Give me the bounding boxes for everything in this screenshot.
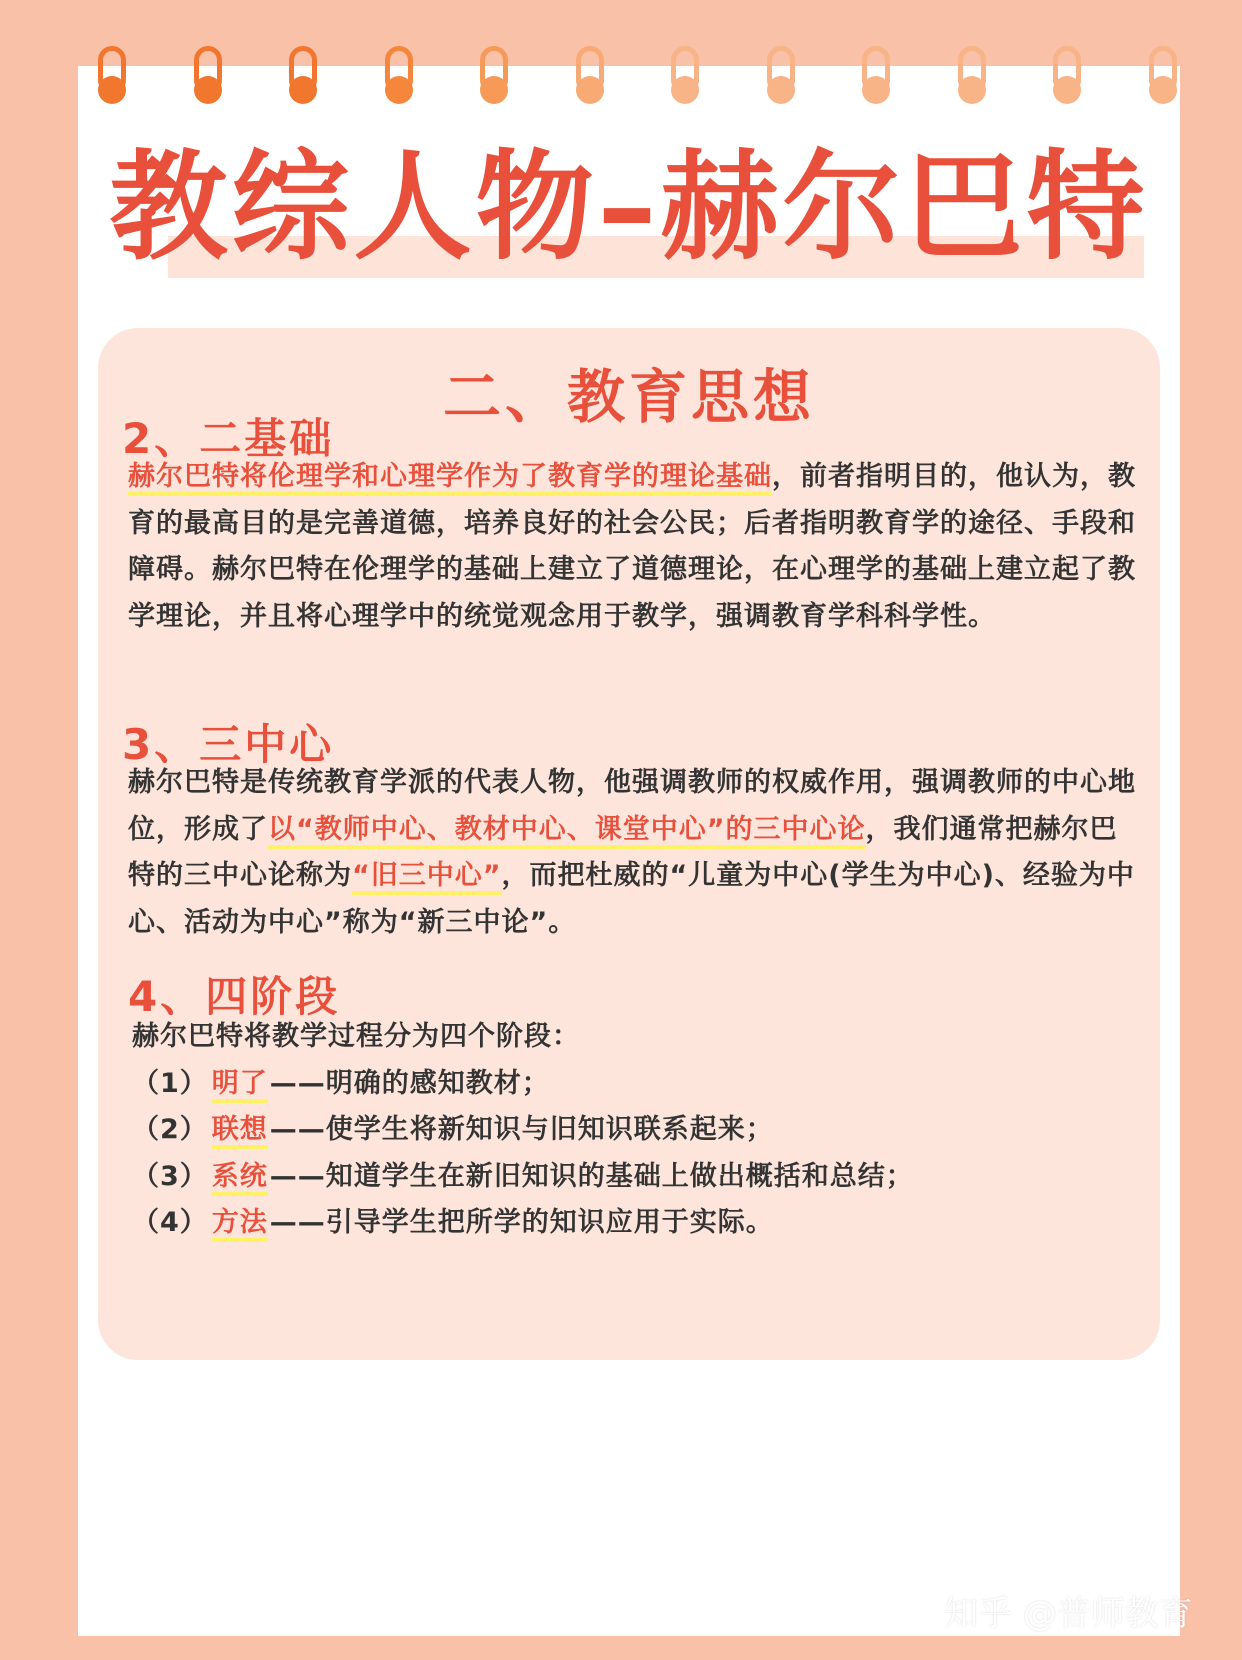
- binder-ring-icon: [1143, 46, 1183, 118]
- binder-ring-icon: [570, 46, 610, 118]
- binder-ring-icon: [474, 46, 514, 118]
- item-number: （3）: [132, 1160, 208, 1192]
- binder-ring-icon: [761, 46, 801, 118]
- item-desc: ——明确的感知教材；: [269, 1067, 550, 1099]
- item-desc: ——引导学生把所学的知识应用于实际。: [269, 1207, 774, 1238]
- item-desc: ——使学生将新知识与旧知识联系起来；: [269, 1114, 774, 1145]
- item-desc: ——知道学生在新旧知识的基础上做出概括和总结；: [269, 1160, 914, 1192]
- binder-ring-icon: [188, 46, 228, 118]
- paragraph-two-foundations-rest: ，前者指明目的，他认为，教育的最高目的是完善道德，培养良好的社会公民；后者指明教育学的途径、手段和障碍。赫尔巴特在伦理学的基础上建立了道德理论，在心理学的基础上建立起了教学理论，并且将心理学中的统觉观念用于教学，强调教育学科科学性。: [128, 461, 1136, 632]
- heading-three-centers-text: 3、三中心: [122, 712, 334, 772]
- item-term: 方法: [212, 1207, 268, 1242]
- paragraph-three-centers-part1: 赫尔巴特是传统教育学派的代表人物，他强调教师的权威作用，强调教师的中心地位，形成了: [128, 767, 1136, 845]
- paragraph-three-centers-part3: ，而把杜威的“儿童为中心(学生为中心)、经验为中心、活动为中心”称为“新三中论”。: [128, 860, 1135, 938]
- binder-ring-icon: [1047, 46, 1087, 118]
- section-title: 二、教育思想: [442, 363, 815, 431]
- binder-ring-icon: [283, 46, 323, 118]
- heading-four-stages-text: 4、四阶段: [128, 964, 340, 1024]
- paragraph-three-centers: [128, 760, 1138, 946]
- binder-ring-icon: [92, 46, 132, 118]
- binder-rings: [78, 46, 1180, 126]
- binder-ring-icon: [856, 46, 896, 118]
- list-item: [132, 1107, 1142, 1154]
- highlight-old-three-centers: “旧三中心”: [352, 860, 502, 895]
- page-title: 教综人物–赫尔巴特: [109, 138, 1149, 276]
- item-term: 明了: [212, 1068, 268, 1103]
- list-item: [132, 1154, 1142, 1201]
- heading-two-foundations-text: 2、二基础: [122, 406, 334, 466]
- list-item: [132, 1061, 1142, 1108]
- binder-ring-icon: [952, 46, 992, 118]
- item-number: （1）: [132, 1067, 208, 1099]
- item-number: （4）: [132, 1207, 208, 1238]
- binder-ring-icon: [665, 46, 705, 118]
- list-item: [132, 1200, 1142, 1247]
- highlight-three-centers: 以“教师中心、教材中心、课堂中心”的三中心论: [268, 814, 866, 849]
- watermark: 知乎 @普师教育: [944, 1594, 1193, 1634]
- paragraph-two-foundations: [128, 454, 1138, 640]
- item-term: 联想: [212, 1114, 268, 1149]
- item-term: 系统: [212, 1161, 268, 1196]
- item-number: （2）: [132, 1114, 208, 1145]
- list-four-stages: [132, 1014, 1142, 1247]
- binder-ring-icon: [379, 46, 419, 118]
- highlight-foundations: 赫尔巴特将伦理学和心理学作为了教育学的理论基础: [128, 461, 772, 496]
- paragraph-three-centers-part2: ，我们通常把赫尔巴特的三中心论称为: [128, 813, 1118, 891]
- content-card: [98, 328, 1160, 1360]
- four-stages-intro: 赫尔巴特将教学过程分为四个阶段：: [132, 1021, 580, 1052]
